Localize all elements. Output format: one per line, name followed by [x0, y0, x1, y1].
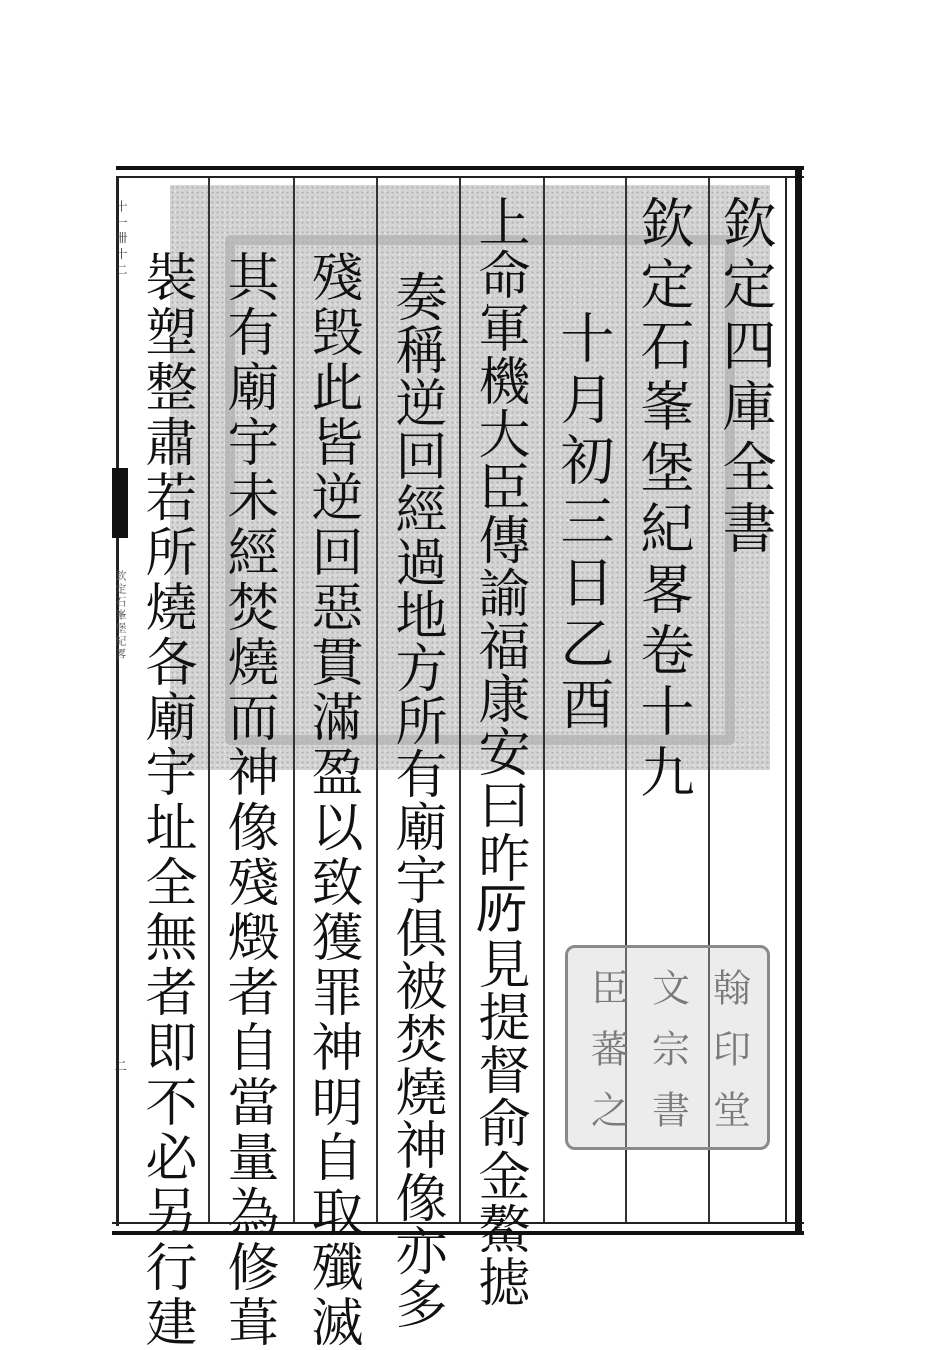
seal-character: 之: [584, 1089, 629, 1128]
fold-book-title: 欽定石峯堡紀畧: [114, 570, 127, 661]
seal-character: 堂: [706, 1089, 751, 1128]
seal-character: 印: [706, 1028, 751, 1067]
column-rule: [459, 178, 461, 1222]
column-rule: [376, 178, 378, 1222]
border-top: [116, 166, 804, 170]
border-bottom-inner: [112, 1222, 804, 1224]
small-collector-seal: [565, 945, 770, 1150]
fold-marks: 十 一 卌 十 二: [114, 200, 128, 276]
column-rule: [293, 178, 295, 1222]
border-right-inner: [785, 176, 787, 1224]
entry-date: 十月初三日乙酉: [552, 310, 615, 737]
column-rule: [208, 178, 210, 1222]
text-column-1: 上命軍機大臣傳諭福康安曰昨𠩄見提督俞金鰲摅: [469, 195, 529, 1308]
seal-character: 書: [645, 1089, 690, 1128]
text-column-4: 其有廟宇未經焚燒而神像殘燬者自當量為修葺: [218, 250, 278, 1350]
header-title: 欽定四庫全書: [714, 195, 777, 561]
book-title-line: 欽定石峯堡紀畧卷十九: [632, 195, 695, 805]
text-column-3: 殘毁此皆逆回惡貫滿盈以致獲罪神明自取殲滅: [302, 250, 362, 1350]
fold-fishtail: [112, 468, 128, 538]
text-column-5: 裝塑整肅若所燒各廟宇址全無者即不必另行建: [136, 250, 196, 1350]
seal-character: 宗: [645, 1028, 690, 1067]
border-bottom: [112, 1231, 804, 1235]
seal-character: 蕃: [584, 1028, 629, 1067]
column-rule: [543, 178, 545, 1222]
seal-character: 翰: [706, 967, 751, 1006]
text-column-2: 奏稱逆回經過地方所有廟宇俱被焚燒神像亦多: [386, 270, 446, 1330]
border-right: [795, 166, 802, 1235]
fold-page-number: 二: [111, 1058, 126, 1072]
seal-character: 臣: [584, 967, 629, 1006]
seal-character: 文: [645, 967, 690, 1006]
